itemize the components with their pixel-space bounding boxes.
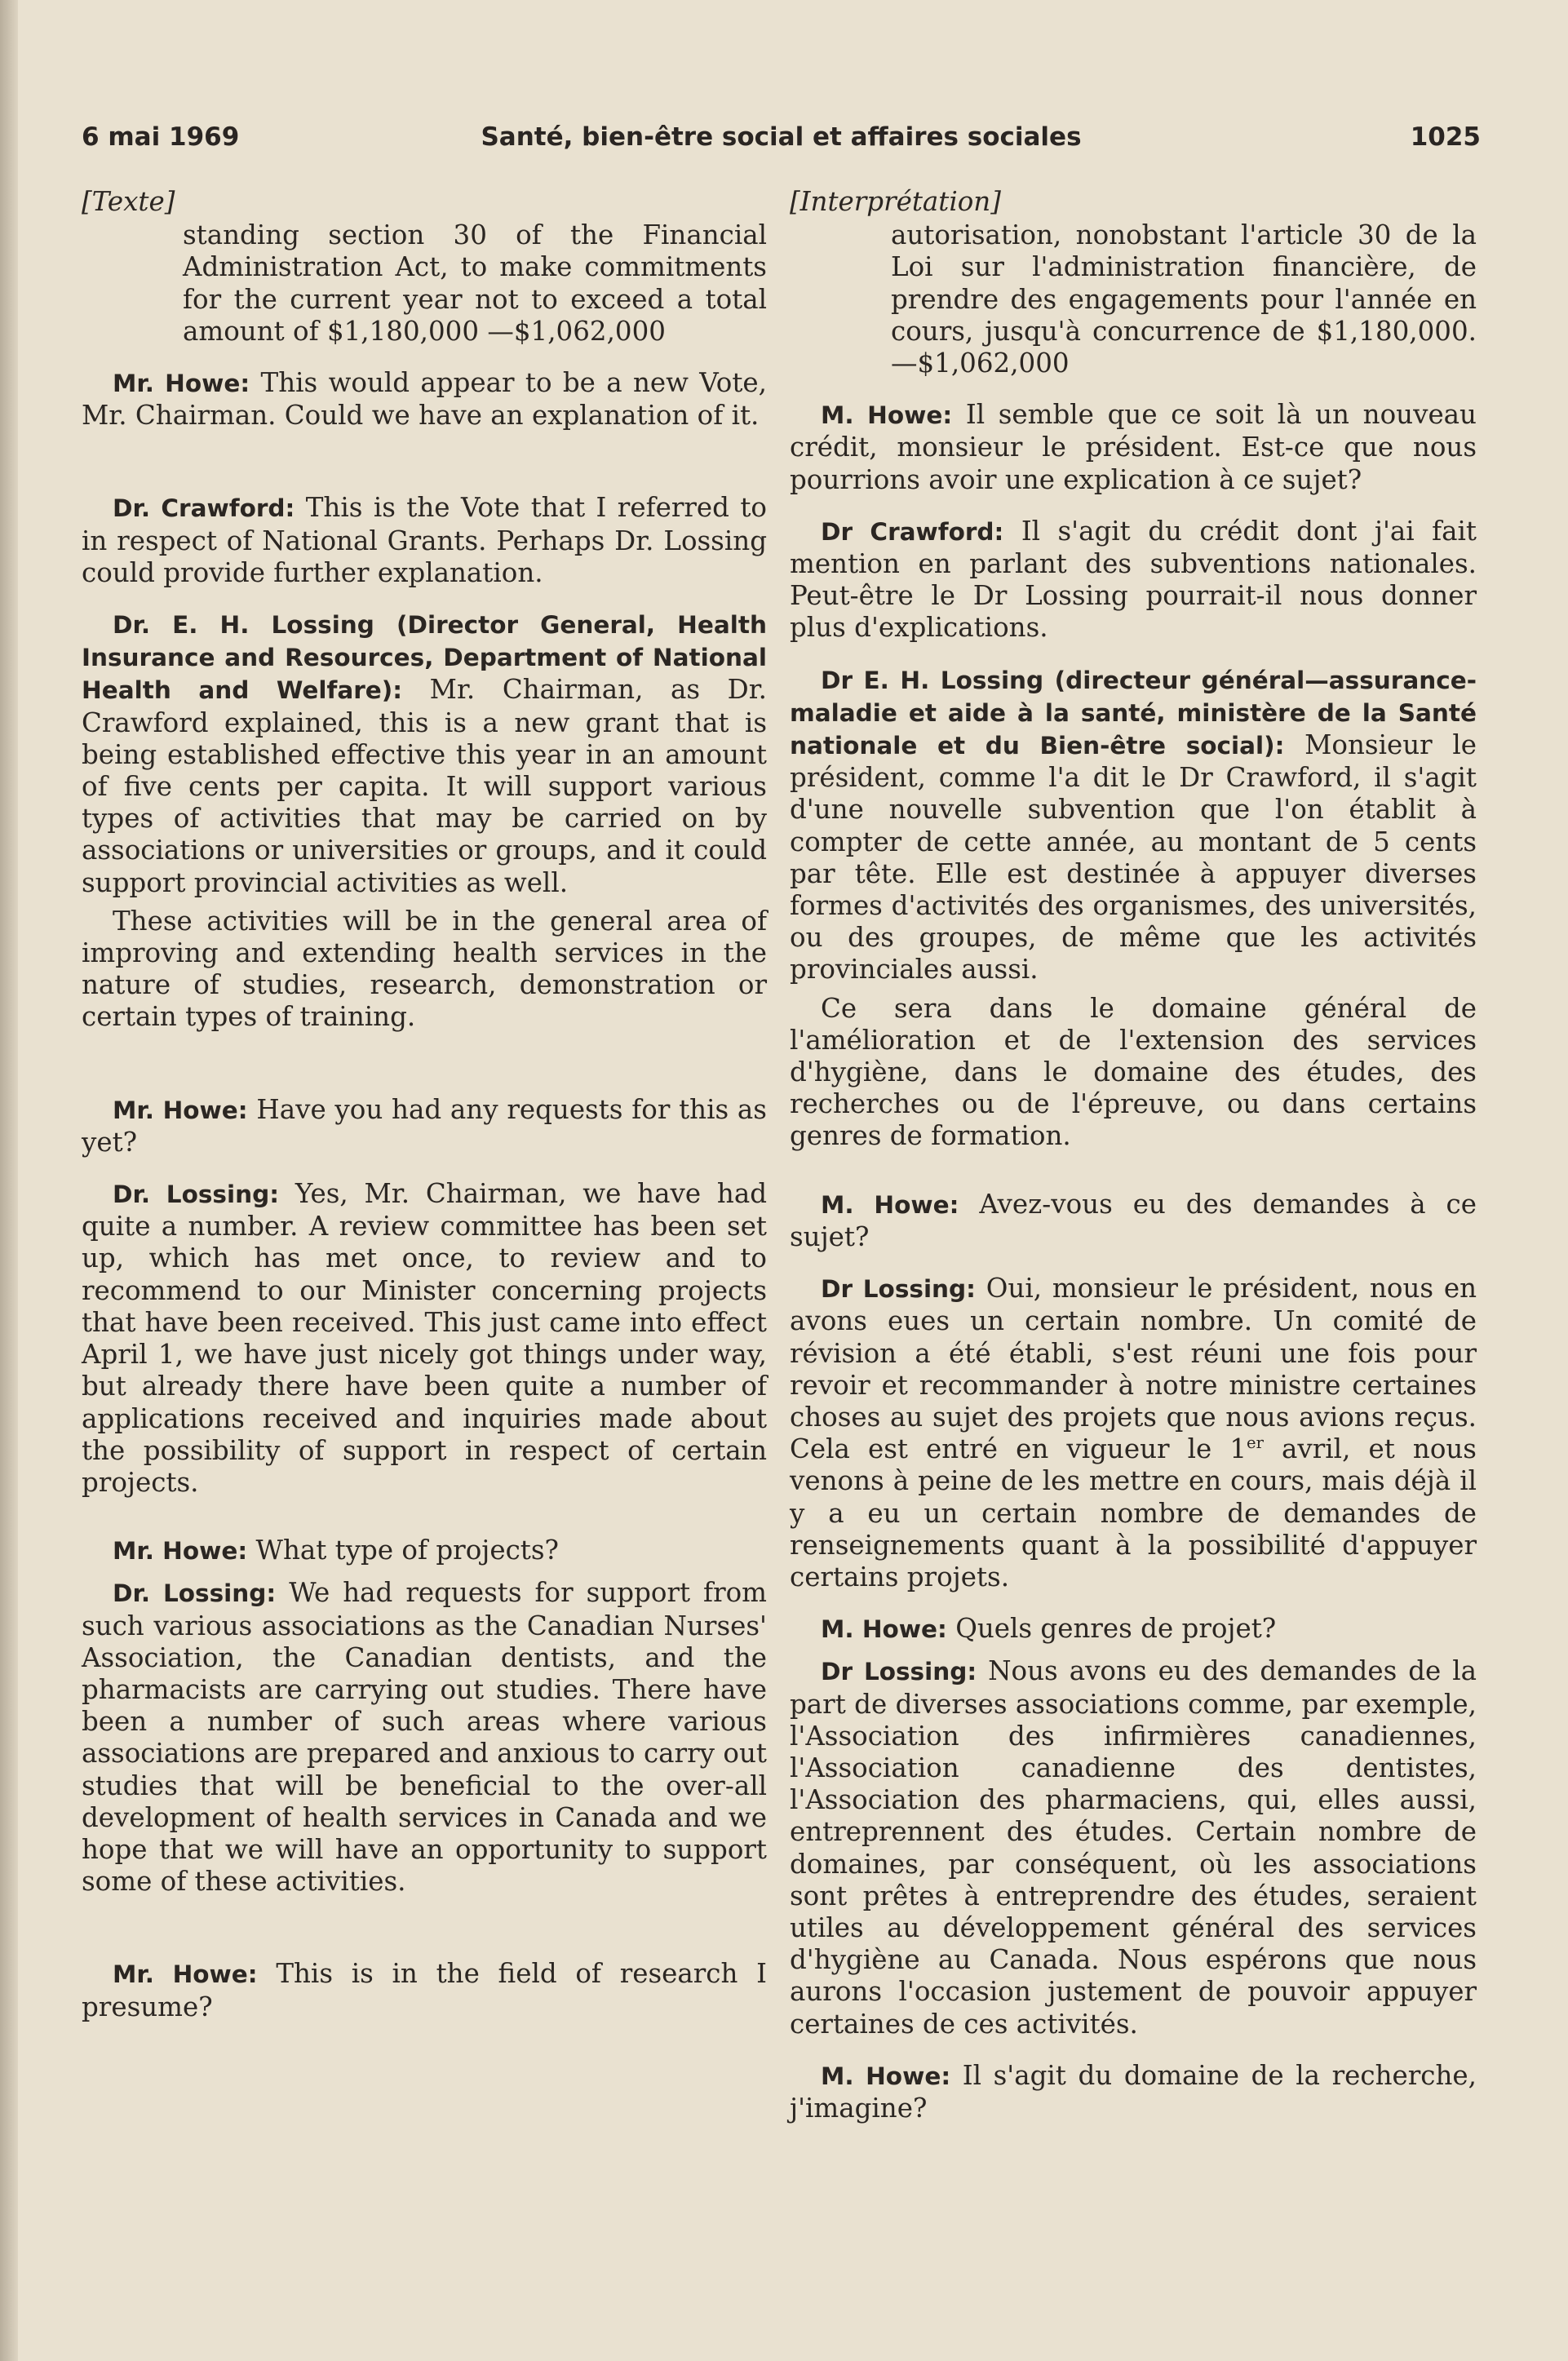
- statement: [790, 1613, 1477, 1646]
- statement-text: Il s'agit du crédit dont j'ai fait mention en parlant des subventions nationales. Peut-être le Dr Lossing pourrait-il nous donner plus d'explications.: [790, 515, 1477, 644]
- speaker-name: Dr. Lossing:: [113, 1579, 277, 1608]
- page-edge: [0, 0, 18, 2361]
- speaker-name: M. Howe:: [821, 1190, 959, 1219]
- statement-text: Nous avons eu des demandes de la part de diverses associations comme, par exemple, l'Association des infirmières canadiennes, l'Association canadienne des dentistes, l'Association des pharmaciens, qui, elles aussi, entreprennent des études. Certain nombre de domaines, par conséquent, où les associations sont prêtes à entreprendre des études, seraient utiles au développement général des services d'hygiène au Canada. Nous espérons que nous aurons l'occasion justement de pouvoir appuyer certaines de ces activités.: [790, 1655, 1477, 2040]
- speaker-name: Dr. Crawford:: [113, 494, 295, 523]
- statement: [790, 1189, 1477, 1253]
- statement-text: Have you had any requests for this as yet?: [82, 1093, 767, 1158]
- statement-continuation: Ce sera dans le domaine général de l'amélioration et de l'extension des services d'hygiène, dans le domaine des études, des recherches ou de l'épreuve, ou dans certains genres de formation.: [790, 992, 1477, 1152]
- interpretation-tag: [Interprétation]: [790, 186, 1001, 217]
- statement-text: avril, et nous venons à peine de les mettre en cours, mais déjà il y a eu un certain nombre de demandes de renseignements quant à la possibilité d'appuyer certains projets.: [790, 1433, 1477, 1592]
- header-date: 6 mai 1969: [82, 122, 240, 152]
- speaker-name: M. Howe:: [821, 2062, 951, 2090]
- vote-continuation: standing section 30 of the Financial Administration Act, to make commitments for the current year not to exceed a total amount of $1,180,000 —$1,062,000: [183, 219, 767, 347]
- statement-text: Yes, Mr. Chairman, we have had quite a number. A review committee has been set up, which has met once, to review and to recommend to our Minister concerning projects that have been received. This just came into effect April 1, we have just nicely got things under way, but already there have been quite a number of applications received and inquiries made about the possibility of support in respect of certain projects.: [82, 1178, 768, 1498]
- statement: [790, 516, 1477, 645]
- speaker-name: Dr Crawford:: [821, 517, 1004, 546]
- statement: [790, 2060, 1477, 2124]
- statement-text: Monsieur le président, comme l'a dit le Dr Crawford, il s'agit d'une nouvelle subvention que l'on établit à compter de cette année, au montant de 5 cents par tête. Elle est destinée à appuyer diverses formes d'activités des organismes, des universités, ou des groupes, de même que les activités provinciales aussi.: [790, 729, 1477, 986]
- statement-text: Quels genres de projet?: [946, 1613, 1277, 1645]
- speaker-name: M. Howe:: [821, 1615, 947, 1644]
- statement-continuation: These activities will be in the general area of improving and extending health services in the nature of studies, research, demonstration or certain types of training.: [82, 905, 767, 1033]
- speaker-name: Dr E. H. Lossing (directeur général—assurance-maladie et aide à la santé, ministère de la Santé nationale et du Bien-être social):: [790, 666, 1477, 760]
- statement: [82, 609, 767, 899]
- statement: [790, 1655, 1477, 2040]
- statement-text: This is the Vote that I referred to in respect of National Grants. Perhaps Dr. Lossing could provide further explanation.: [82, 492, 767, 588]
- statement: [82, 1535, 767, 1567]
- text-tag: [Texte]: [82, 186, 175, 217]
- statement-text: Mr. Chairman, as Dr. Crawford explained, this is a new grant that is being established effective this year in an amount of five cents per capita. It will support various types of activities that may be carried on by associations or universities or groups, and it could support provincial activities as well.: [82, 674, 767, 898]
- statement-text: Il s'agit du domaine de la recherche, j'imagine?: [790, 2059, 1477, 2124]
- statement: [82, 1577, 767, 1898]
- page-header: [82, 122, 1481, 165]
- statement-text: What type of projects?: [247, 1535, 559, 1566]
- statement-text: We had requests for support from such various associations as the Canadian Nurses' Association, the Canadian dentists, and the pharmacists are carrying out studies. There have been a number of such areas where various associations are prepared and anxious to carry out studies that will be beneficial to the over-all development of health services in Canada and we hope that we will have an opportunity to support some of these activities.: [82, 1577, 768, 1898]
- header-title: Santé, bien-être social et affaires sociales: [481, 122, 1082, 152]
- statement-text: Oui, monsieur le président, nous en avons eues un certain nombre. Un comité de révision a été établi, s'est réuni une fois pour revoir et recommander à notre ministre certaines choses au sujet des projets que nous avions reçus. Cela est entré en vigueur le 1: [790, 1273, 1477, 1465]
- vote-continuation: autorisation, nonobstant l'article 30 de la Loi sur l'administration financière, de prendre des engagements pour l'année en cours, jusqu'à concurrence de $1,180,000.—$1,062,000: [891, 219, 1477, 379]
- statement-text: This is in the field of research I presume?: [82, 1958, 767, 2022]
- statement: [790, 1273, 1477, 1593]
- statement-text: Avez-vous eu des demandes à ce sujet?: [790, 1188, 1477, 1252]
- statement: [790, 399, 1477, 496]
- statement: [790, 664, 1477, 986]
- statement: [82, 492, 767, 589]
- speaker-name: Dr. Lossing:: [113, 1180, 280, 1209]
- speaker-name: Mr. Howe:: [113, 1096, 248, 1124]
- speaker-name: Mr. Howe:: [113, 1537, 248, 1566]
- statement-text: This would appear to be a new Vote, Mr. Chairman. Could we have an explanation of it.: [82, 367, 767, 432]
- statement: [82, 1958, 767, 2022]
- speaker-name: Dr Lossing:: [821, 1275, 976, 1304]
- speaker-name: Mr. Howe:: [113, 370, 250, 398]
- english-column: [82, 186, 767, 2023]
- statement: [82, 1178, 767, 1499]
- french-column: [790, 186, 1477, 2124]
- speaker-name: Dr Lossing:: [821, 1658, 977, 1686]
- speaker-name: Mr. Howe:: [113, 1960, 258, 1989]
- statement-text: Il semble que ce soit là un nouveau crédit, monsieur le président. Est-ce que nous pourrions avoir une explication à ce sujet?: [790, 399, 1477, 495]
- speaker-name: M. Howe:: [821, 401, 953, 430]
- statement: [82, 1094, 767, 1158]
- page-number: 1025: [1410, 122, 1481, 152]
- speaker-name: Dr. E. H. Lossing (Director General, Health Insurance and Resources, Department of National Health and Welfare):: [82, 611, 767, 705]
- ordinal-superscript: er: [1247, 1433, 1264, 1453]
- statement: [82, 367, 767, 432]
